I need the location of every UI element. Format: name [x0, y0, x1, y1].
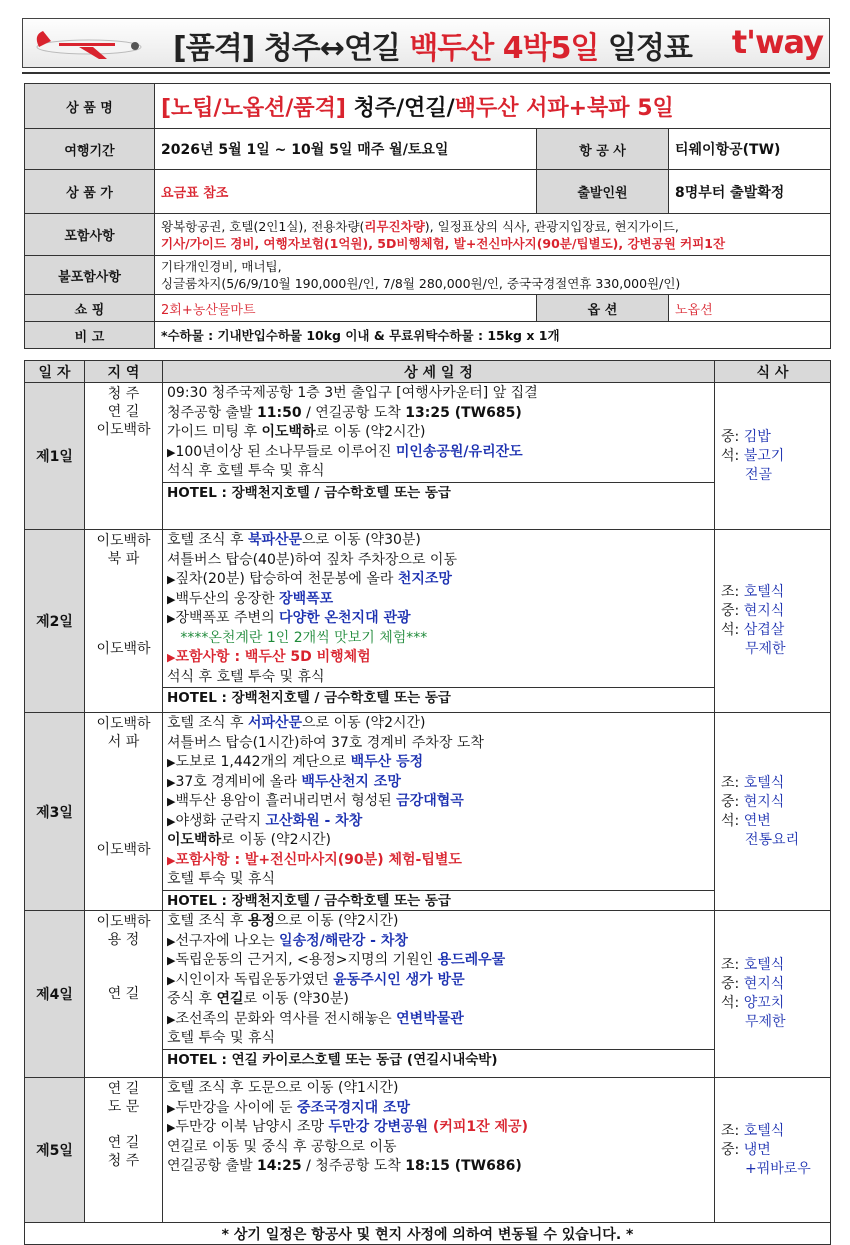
schedule-line [167, 773, 710, 793]
airplane-icon [29, 25, 149, 63]
meal-item [721, 466, 830, 485]
excluded-label: 불포함사항 [25, 256, 155, 295]
bullet-arrow-icon: ▶ [167, 973, 176, 987]
meal-menu: 호텔식 [743, 584, 785, 600]
page-header [22, 18, 830, 68]
location-name: 연 길 [107, 986, 140, 1002]
included-text-1: 왕복항공권, 호텔(2인1실), 전용차량( [161, 218, 365, 234]
schedule-line [167, 570, 710, 590]
location-name: 청 주 [107, 1153, 140, 1169]
location-name: 이도백하 [96, 422, 151, 438]
schedule-text: 호텔 투숙 및 휴식 [167, 1030, 276, 1046]
tway-logo: t'way [731, 23, 823, 61]
product-name-tags: [노팁/노옵션/품격] [161, 95, 346, 121]
schedule-text: 연길공항 출발 [167, 1158, 258, 1174]
schedule-line [167, 792, 710, 812]
day-locations [85, 383, 163, 530]
meal-type: 중: [721, 428, 744, 445]
schedule-line [167, 1099, 710, 1119]
schedule-text: 용정 [247, 913, 276, 929]
schedule-text: 선구자에 나오는 [175, 932, 280, 949]
meal-item [721, 994, 830, 1013]
schedule-text: 고산화원 - 차창 [265, 812, 363, 829]
shopping-label: 쇼 핑 [25, 295, 155, 322]
schedule-text: 두만강 강변공원 [328, 1119, 429, 1135]
schedule-line [167, 870, 710, 890]
price: 요금표 참조 [155, 170, 537, 214]
schedule-text: 연변박물관 [396, 1010, 464, 1027]
schedule-text: 독립운동의 근거지, <용정>지명의 기원인 [175, 952, 438, 968]
meal-menu: 현지식 [743, 976, 785, 992]
schedule-line [167, 851, 710, 871]
schedule-text: / 연길공항 도착 [301, 404, 406, 421]
meal-item [721, 831, 830, 850]
schedule-text: 청주공항 출발 [167, 404, 258, 421]
meal-item [721, 640, 830, 659]
itinerary-header [25, 361, 831, 383]
schedule-text: 백두산의 웅장한 [175, 590, 280, 607]
meal-item [721, 428, 830, 447]
schedule-text: 으로 이동 (약2시간) [302, 715, 426, 731]
schedule-line [167, 1010, 710, 1030]
bullet-arrow-icon: ▶ [167, 756, 176, 769]
schedule-line [167, 443, 710, 463]
schedule-line [167, 668, 710, 688]
day-label: 제3일 [25, 713, 85, 911]
excluded-items [155, 256, 831, 295]
departure-label: 출발인원 [537, 170, 669, 214]
schedule-text: 미인송공원/유리잔도 [395, 443, 523, 460]
schedule-text: 백두산 용암이 흘러내리면서 형성된 [175, 793, 397, 809]
meal-type: 석: [721, 812, 744, 829]
included-items [155, 214, 831, 256]
location-name [85, 622, 162, 640]
itinerary-table [24, 360, 831, 1245]
shopping: 2회+농산물마트 [155, 295, 537, 322]
schedule-text: 37호 경계비에 올라 [175, 773, 302, 790]
schedule-text: 중식 후 [167, 991, 217, 1007]
day-row [25, 713, 831, 911]
bullet-arrow-icon: ▶ [167, 1012, 176, 1026]
schedule-text: 18:15 (TW686) [405, 1158, 522, 1174]
meal-menu: 연변 [743, 812, 771, 829]
day-row [25, 1078, 831, 1223]
bullet-arrow-icon: ▶ [167, 775, 176, 789]
schedule-text: ****온천계란 1인 2개씩 맛보기 체험*** [167, 629, 428, 646]
product-name-route: 청주/연길/ [345, 95, 455, 121]
schedule-line [167, 423, 710, 443]
meal-menu: +꿔바로우 [745, 1160, 811, 1177]
meal-menu: 무제한 [745, 641, 786, 657]
location-name: 도 문 [107, 1099, 140, 1115]
meal-menu: 현지식 [743, 793, 785, 810]
hotel-info: HOTEL : 장백천지호텔 / 금수학호텔 또는 동급 [163, 687, 714, 707]
included-limo: 리무진차량 [364, 218, 425, 234]
schedule-text: 09:30 청주국제공항 1층 3번 출입구 [여행사카운터] 앞 집결 [167, 385, 538, 401]
schedule-text: 로 이동 (약2시간) [221, 832, 331, 848]
airline: 티웨이항공(TW) [669, 129, 831, 170]
meal-type: 중: [721, 603, 744, 619]
hotel-info: HOTEL : 장백천지호텔 / 금수학호텔 또는 동급 [163, 482, 714, 502]
day-meals [715, 383, 831, 530]
location-name: 이도백하 [96, 533, 151, 549]
schedule-text: 두만강을 사이에 둔 [175, 1099, 298, 1116]
meal-menu: 김밥 [743, 428, 771, 445]
location-name [85, 751, 162, 769]
schedule-line [167, 951, 710, 971]
schedule-line [167, 1079, 710, 1099]
meal-type: 석: [721, 622, 744, 638]
schedule-line [167, 932, 710, 952]
bullet-arrow-icon: ▶ [167, 795, 176, 808]
schedule-text: 호텔 투숙 및 휴식 [167, 871, 276, 887]
location-name [85, 1116, 162, 1134]
schedule-text: 포함사항 : 발+전신마사지(90분) 체험-팁별도 [175, 851, 462, 868]
location-name: 용 정 [107, 932, 140, 948]
schedule-text: 윤동주시인 생가 방문 [333, 971, 465, 988]
meal-menu: 양꼬치 [743, 995, 785, 1011]
included-text-2: ), 일정표상의 식사, 관광지입장료, 현지가이드, [424, 218, 679, 234]
schedule-text: 이도백하 [167, 832, 222, 848]
schedule-text: 포함사항 : 백두산 5D 비행체험 [175, 649, 371, 665]
schedule-text: 백두산 등정 [350, 754, 424, 770]
day-label: 제1일 [25, 383, 85, 530]
meal-type: 중: [721, 1141, 744, 1158]
schedule-text: 석식 후 호텔 투숙 및 휴식 [167, 668, 325, 685]
meal-item [721, 1160, 830, 1179]
meal-type: 조: [721, 1122, 744, 1139]
day-details [163, 713, 715, 911]
option: 노옵션 [669, 295, 831, 322]
meal-item [721, 447, 830, 466]
bullet-arrow-icon: ▶ [167, 853, 176, 867]
product-name-highlight: 백두산 서파+북파 5일 [454, 95, 674, 121]
remark: *수하물 : 기내반입수하물 10kg 이내 & 무료위탁수하물 : 15kg x 1개 [155, 322, 831, 349]
day-details [163, 911, 715, 1078]
meal-menu: 불고기 [743, 447, 785, 464]
bullet-arrow-icon: ▶ [167, 573, 176, 586]
location-name [85, 769, 162, 787]
schedule-text: / 청주공항 도착 [301, 1158, 406, 1174]
schedule-line [167, 609, 710, 629]
schedule-line [167, 1157, 710, 1177]
location-name [85, 805, 162, 823]
location-name: 청 주 [107, 386, 140, 402]
day-locations [85, 530, 163, 713]
schedule-line [167, 1118, 710, 1138]
departure-minimum: 8명부터 출발확정 [669, 170, 831, 214]
meal-item [721, 1013, 830, 1032]
day-row [25, 383, 831, 530]
schedule-text: 북파산문 [247, 532, 303, 548]
location-name: 이도백하 [96, 716, 151, 732]
bullet-arrow-icon: ▶ [167, 1121, 176, 1134]
schedule-text: 백두산천지 조망 [301, 773, 401, 790]
bullet-arrow-icon: ▶ [167, 651, 176, 664]
meal-item [721, 621, 830, 640]
product-info-table [24, 83, 831, 349]
title-mid: 연길 [343, 31, 410, 66]
day-locations [85, 1078, 163, 1223]
schedule-text: 셔틀버스 탑승(1시간)하여 37호 경계비 주차장 도착 [167, 734, 484, 751]
schedule-text: 호텔 조식 후 [167, 532, 248, 548]
header-detail: 상 세 일 정 [163, 361, 715, 383]
location-name [85, 949, 162, 967]
meal-item [721, 956, 830, 975]
price-label: 상 품 가 [25, 170, 155, 214]
schedule-line [167, 812, 710, 832]
schedule-text: 연길 [216, 991, 244, 1007]
day-label: 제2일 [25, 530, 85, 713]
bullet-arrow-icon: ▶ [167, 592, 176, 606]
header-region: 지 역 [85, 361, 163, 383]
schedule-text: 천지조망 [397, 571, 452, 587]
title-highlight: 백두산 4박5일 [409, 31, 599, 66]
title-prefix: [품격] 청주 [173, 31, 320, 66]
location-name [85, 604, 162, 622]
day-row [25, 530, 831, 713]
schedule-text: 용드레우물 [437, 952, 506, 968]
remark-label: 비 고 [25, 322, 155, 349]
schedule-text: 도보로 1,442개의 계단으로 [175, 754, 351, 770]
schedule-text: 석식 후 호텔 투숙 및 휴식 [167, 463, 325, 479]
included-highlight: 기사/가이드 경비, 여행자보험(1억원), 5D비행체험, 발+전신마사지(90분/팁별도), 강변공원 커피1잔 [161, 235, 726, 251]
bullet-arrow-icon: ▶ [167, 612, 176, 625]
schedule-line [167, 404, 710, 424]
location-name [85, 967, 162, 985]
bullet-arrow-icon: ▶ [167, 445, 176, 459]
location-name: 이도백하 [96, 842, 151, 858]
meal-menu: 호텔식 [743, 1122, 785, 1139]
schedule-text: 호텔 조식 후 [167, 715, 248, 731]
meal-type: 조: [721, 957, 744, 973]
schedule-text: 11:50 [257, 404, 302, 421]
day-label: 제4일 [25, 911, 85, 1078]
schedule-text: (커피1잔 제공) [428, 1119, 528, 1135]
schedule-line [167, 1138, 710, 1158]
location-name: 연 길 [107, 404, 140, 420]
schedule-line [167, 734, 710, 754]
day-meals [715, 530, 831, 713]
airline-label: 항 공 사 [537, 129, 669, 170]
meal-type: 중: [721, 976, 744, 992]
meal-item [721, 975, 830, 994]
meal-menu: 전통요리 [745, 831, 800, 848]
meal-item [721, 812, 830, 831]
schedule-line [167, 629, 710, 649]
travel-period: 2026년 5월 1일 ~ 10월 5일 매주 월/토요일 [155, 129, 537, 170]
location-name [85, 586, 162, 604]
location-name: 북 파 [107, 551, 140, 567]
location-name [85, 568, 162, 586]
day-label: 제5일 [25, 1078, 85, 1223]
schedule-line [167, 462, 710, 482]
location-name: 연 길 [107, 1135, 140, 1151]
page-title [173, 23, 692, 67]
day-details [163, 530, 715, 713]
schedule-text: 금강대협곡 [396, 793, 464, 809]
schedule-line [167, 1029, 710, 1049]
meal-menu: 호텔식 [743, 774, 785, 791]
location-name: 연 길 [107, 1081, 140, 1097]
title-arrow: ↔ [319, 31, 344, 66]
schedule-text: 중조국경지대 조망 [297, 1099, 411, 1116]
schedule-line [167, 753, 710, 773]
meal-menu: 현지식 [743, 603, 785, 619]
day-locations [85, 911, 163, 1078]
schedule-text: 짚차(20분) 탑승하여 천문봉에 올라 [175, 571, 398, 587]
meal-type: 조: [721, 584, 744, 600]
schedule-text: 호텔 조식 후 도문으로 이동 (약1시간) [167, 1080, 399, 1096]
meal-item [721, 602, 830, 621]
schedule-line [167, 384, 710, 404]
schedule-text: 연길로 이동 및 중식 후 공항으로 이동 [167, 1138, 397, 1155]
schedule-text: 13:25 (TW685) [405, 404, 522, 421]
excluded-line-1: 기타개인경비, 매너팁, [161, 259, 282, 274]
schedule-text: 다양한 온천지대 관광 [279, 610, 411, 626]
day-meals [715, 911, 831, 1078]
meal-menu: 전골 [745, 466, 773, 483]
header-meal: 식 사 [715, 361, 831, 383]
location-name: 이도백하 [96, 641, 151, 657]
hotel-info: HOTEL : 장백천지호텔 / 금수학호텔 또는 동급 [163, 890, 714, 910]
meal-item [721, 1141, 830, 1160]
schedule-text: 가이드 미팅 후 [167, 424, 262, 440]
schedule-text: 로 이동 (약30분) [243, 991, 349, 1007]
meal-type: 조: [721, 774, 744, 791]
meal-menu: 무제한 [745, 1014, 786, 1030]
schedule-text: 100년이상 된 소나무들로 이루어진 [175, 443, 396, 460]
period-label: 여행기간 [25, 129, 155, 170]
schedule-text: 장백폭포 주변의 [175, 610, 280, 626]
schedule-text: 이도백하 [261, 424, 316, 440]
schedule-line [167, 971, 710, 991]
bullet-arrow-icon: ▶ [167, 814, 176, 828]
location-name: 이도백하 [96, 914, 151, 930]
meal-type: 석: [721, 995, 744, 1011]
product-name [155, 84, 831, 129]
location-name [85, 823, 162, 841]
schedule-line [167, 648, 710, 668]
schedule-line [167, 831, 710, 851]
meal-item [721, 793, 830, 812]
day-row [25, 911, 831, 1078]
schedule-text: 셔틀버스 탑승(40분)하여 짚차 주차장으로 이동 [167, 551, 457, 568]
meal-menu: 냉면 [743, 1141, 771, 1158]
schedule-line [167, 551, 710, 571]
day-meals [715, 713, 831, 911]
schedule-text: 야생화 군락지 [175, 812, 266, 829]
header-day: 일 자 [25, 361, 85, 383]
schedule-text: 시인이자 독립운동가였던 [175, 971, 334, 988]
hotel-info: HOTEL : 연길 카이로스호텔 또는 동급 (연길시내숙박) [163, 1049, 714, 1069]
schedule-text: 조선족의 문화와 역사를 전시해놓은 [175, 1010, 397, 1027]
meal-type: 중: [721, 793, 744, 810]
meal-type: 석: [721, 447, 744, 464]
day-details [163, 1078, 715, 1223]
location-name: 서 파 [107, 734, 140, 750]
meal-menu: 삼겹살 [743, 622, 785, 638]
schedule-text: 로 이동 (약2시간) [315, 424, 426, 440]
day-details [163, 383, 715, 530]
header-divider [22, 72, 830, 74]
included-label: 포함사항 [25, 214, 155, 256]
schedule-line [167, 990, 710, 1010]
title-suffix: 일정표 [598, 31, 692, 66]
meal-menu: 호텔식 [743, 957, 785, 973]
schedule-text: 두만강 이북 남양시 조망 [175, 1119, 329, 1135]
meal-item [721, 774, 830, 793]
bullet-arrow-icon: ▶ [167, 1101, 176, 1115]
product-name-label: 상 품 명 [25, 84, 155, 129]
schedule-text: 14:25 [257, 1158, 302, 1174]
schedule-text: 호텔 조식 후 [167, 913, 248, 929]
schedule-text: 일송정/해란강 - 차창 [279, 932, 408, 949]
location-name [85, 787, 162, 805]
option-label: 옵 션 [537, 295, 669, 322]
footer-row [25, 1223, 831, 1245]
schedule-text: 서파산문 [247, 715, 303, 731]
bullet-arrow-icon: ▶ [167, 934, 176, 948]
day-meals [715, 1078, 831, 1223]
schedule-line [167, 531, 710, 551]
bullet-arrow-icon: ▶ [167, 954, 176, 967]
schedule-text: 으로 이동 (약2시간) [275, 913, 399, 929]
excluded-line-2: 싱글룸차지(5/6/9/10월 190,000원/인, 7/8월 280,000원/인, 중국국경절연휴 330,000원/인) [161, 276, 681, 291]
schedule-text: 으로 이동 (약30분) [302, 532, 421, 548]
schedule-line [167, 714, 710, 734]
schedule-text: 장백폭포 [279, 590, 334, 607]
meal-item [721, 1122, 830, 1141]
schedule-line [167, 590, 710, 610]
footer-note: * 상기 일정은 항공사 및 현지 사정에 의하여 변동될 수 있습니다. * [25, 1223, 831, 1245]
schedule-line [167, 912, 710, 932]
day-locations [85, 713, 163, 911]
meal-item [721, 583, 830, 602]
